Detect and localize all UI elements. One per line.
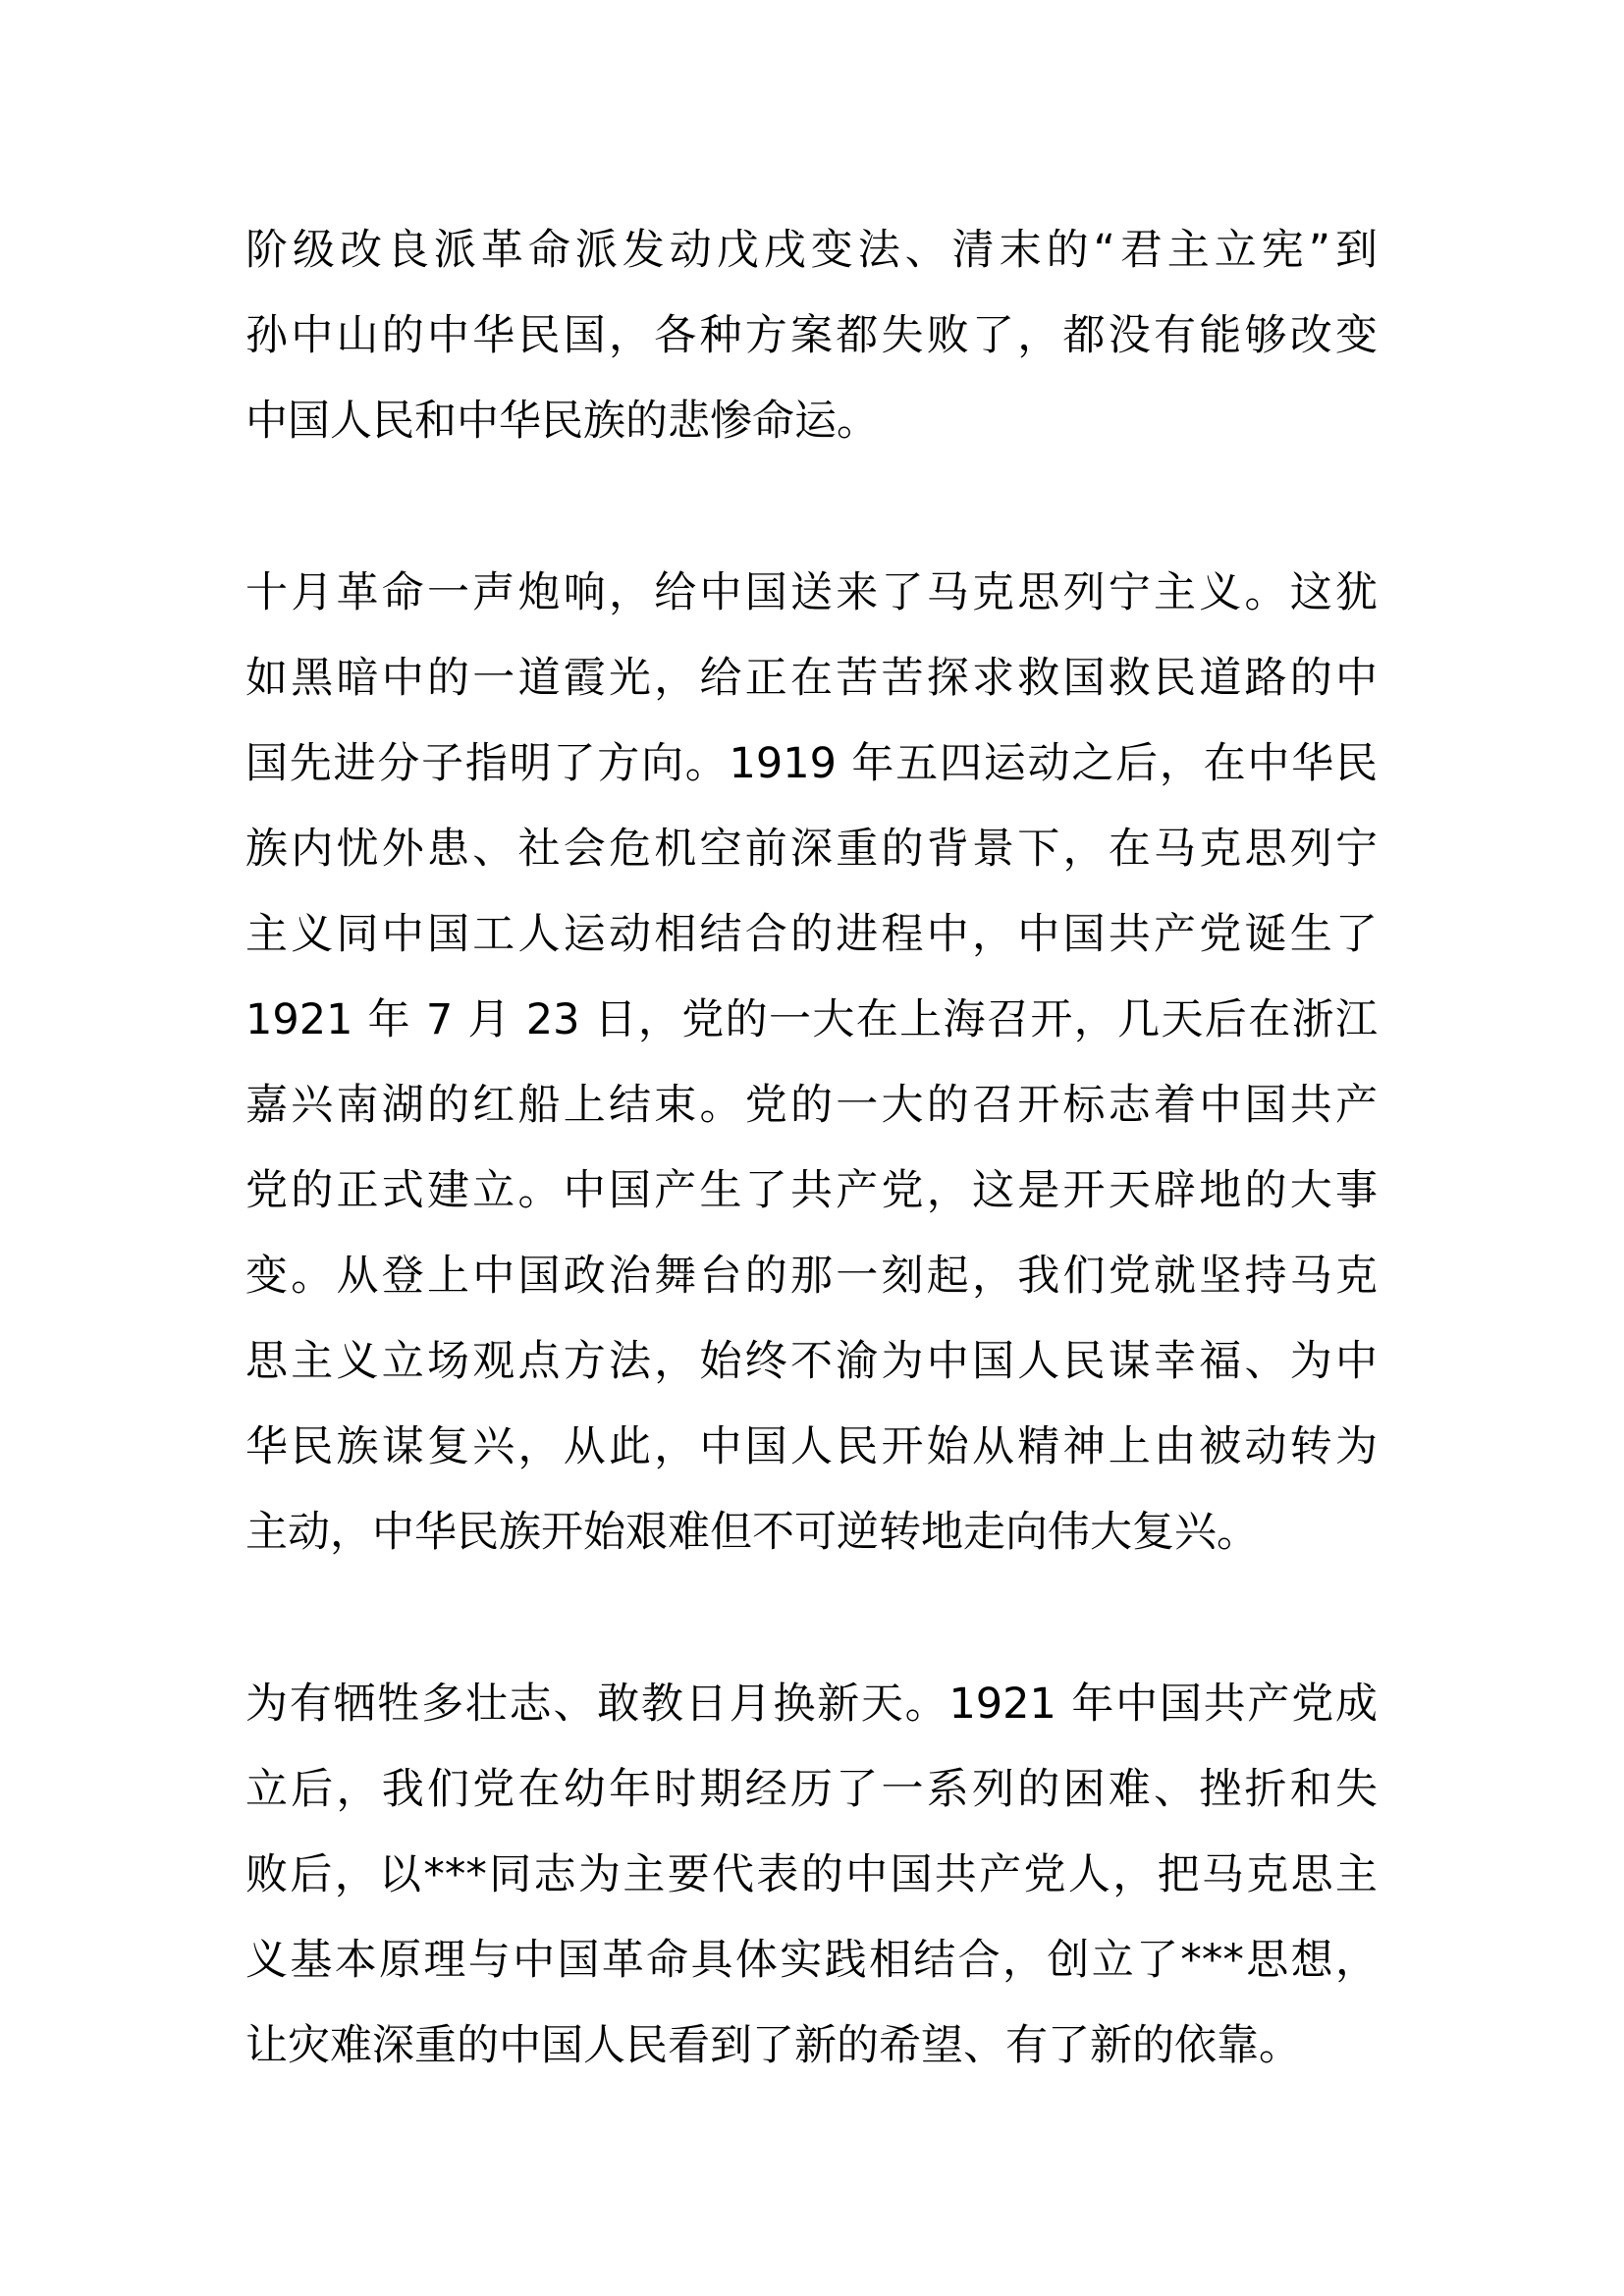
text-line: 嘉兴南湖的红船上结束。党的一大的召开标志着中国共产 bbox=[245, 1081, 1378, 1130]
text-line: 立后，我们党在幼年时期经历了一系列的困难、挫折和失 bbox=[245, 1765, 1378, 1814]
text-line: 十月革命一声炮响，给中国送来了马克思列宁主义。这犹 bbox=[245, 568, 1378, 617]
text-line: 如黑暗中的一道霞光，给正在苦苦探求救国救民道路的中 bbox=[245, 654, 1378, 703]
text-line: 变。从登上中国政治舞台的那一刻起，我们党就坚持马克 bbox=[245, 1252, 1378, 1301]
text-line: 义基本原理与中国革命具体实践相结合，创立了***思想， bbox=[245, 1936, 1378, 1985]
text-line: 中国人民和中华民族的悲惨命运。 bbox=[245, 397, 879, 446]
text-line: 主动，中华民族开始艰难但不可逆转地走向伟大复兴。 bbox=[245, 1508, 1259, 1557]
text-line: 国先进分子指明了方向。1919 年五四运动之后，在中华民 bbox=[245, 739, 1378, 788]
paragraph-3 bbox=[245, 1662, 1378, 2089]
paragraph-1 bbox=[245, 208, 1378, 464]
text-line: 败后，以***同志为主要代表的中国共产党人，把马克思主 bbox=[245, 1850, 1378, 1899]
text-line: 孙中山的中华民国，各种方案都失败了，都没有能够改变 bbox=[245, 311, 1378, 360]
text-line: 思主义立场观点方法，始终不渝为中国人民谋幸福、为中 bbox=[245, 1337, 1378, 1386]
text-line: 让灾难深重的中国人民看到了新的希望、有了新的依靠。 bbox=[245, 2021, 1301, 2070]
text-line: 华民族谋复兴，从此，中国人民开始从精神上由被动转为 bbox=[245, 1422, 1378, 1471]
text-block bbox=[245, 208, 1378, 2089]
paragraph-2 bbox=[245, 551, 1378, 1575]
text-line: 为有牺牲多壮志、敢教日月换新天。1921 年中国共产党成 bbox=[245, 1680, 1378, 1729]
text-line: 1921 年 7 月 23 日，党的一大在上海召开，几天后在浙江 bbox=[245, 995, 1378, 1044]
text-line: 党的正式建立。中国产生了共产党，这是开天辟地的大事 bbox=[245, 1166, 1378, 1215]
text-line: 阶级改良派革命派发动戊戌变法、清末的“君主立宪”到 bbox=[245, 226, 1378, 275]
text-line: 主义同中国工人运动相结合的进程中，中国共产党诞生了 bbox=[245, 910, 1378, 959]
text-line: 族内忧外患、社会危机空前深重的背景下，在马克思列宁 bbox=[245, 825, 1378, 874]
